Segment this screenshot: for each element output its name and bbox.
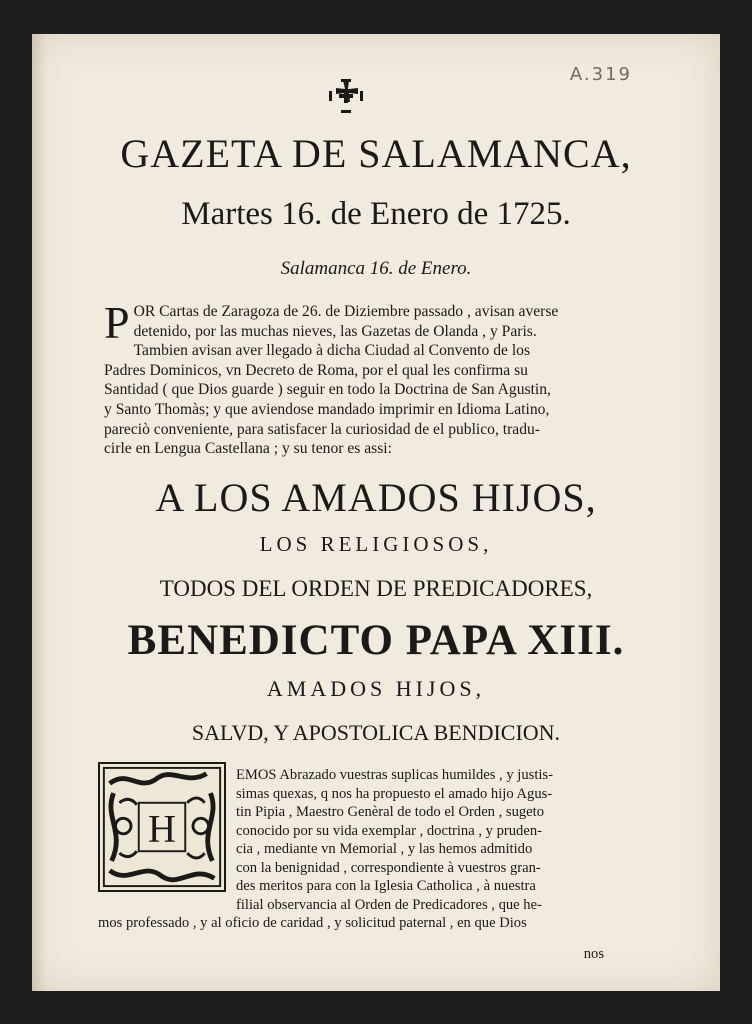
text-line: conocido por su vida exemplar , doctrina , y pruden-: [236, 822, 542, 839]
text-line: pareciò conveniente, para satisfacer la curiosidad de el publico, tradu-: [104, 420, 540, 438]
cross-pattee-icon: [328, 78, 364, 114]
brief-paragraph-tail: [98, 914, 628, 933]
decorated-initial: [98, 762, 226, 892]
catchword: nos: [583, 946, 604, 962]
heading-to-beloved-sons: A LOS AMADOS HIJOS,: [155, 475, 597, 520]
text-line: Santidad ( que Dios guarde ) seguir en todo la Doctrina de San Agustin,: [104, 381, 551, 399]
heading-salutation: SALVD, Y APOSTOLICA BENDICION.: [191, 720, 561, 745]
text-line: y Santo Thomàs; y que aviendose mandado imprimir en Idioma Latino,: [104, 400, 550, 418]
text-line: tin Pipia , Maestro Genèral de todo el Orden , sugeto: [236, 804, 545, 820]
text-line: detenido, por las muchas nieves, las Gazetas de Olanda , y Paris.: [133, 322, 537, 340]
gazette-title: GAZETA DE SALAMANCA,: [120, 131, 632, 176]
dateline: Salamanca 16. de Enero.: [280, 258, 472, 279]
gazette-page: [32, 34, 720, 991]
text-line: con la benignidad , correspondiente à vuestros gran-: [236, 859, 541, 876]
brief-paragraph: [236, 766, 628, 914]
issue-date: Martes 16. de Enero de 1725.: [181, 196, 571, 232]
heading-amados: AMADOS HIJOS,: [266, 676, 486, 701]
text-line: cia , mediante vn Memorial , y las hemos admitido: [236, 841, 533, 857]
news-paragraph: [104, 297, 634, 459]
heading-order: TODOS DEL ORDEN DE PREDICADORES,: [159, 576, 593, 601]
text-line: simas quexas, q nos ha propuesto el amado hijo Agus-: [236, 785, 553, 802]
text-line: des meritos para con la Iglesia Catholica , à nuestra: [236, 878, 536, 894]
text-line: OR Cartas de Zaragoza de 26. de Diziembre passado , avisan averse: [133, 303, 559, 320]
heading-religiosos: LOS RELIGIOSOS,: [259, 532, 493, 556]
text-line: Padres Dominicos, vn Decreto de Roma, por el qual les confirma su: [104, 361, 528, 379]
text-line: mos professado , y al oficio de caridad , y solicitud paternal , en que Dios: [98, 915, 527, 931]
shelfmark: A.319: [569, 64, 632, 85]
text-line: filial observancia al Orden de Predicadores , que he-: [236, 896, 542, 913]
text-line: cirle en Lengua Castellana ; y su tenor es assi:: [104, 440, 392, 458]
drop-initial: P: [104, 297, 130, 348]
initial-letter: H: [148, 807, 176, 851]
text-line: Tambien avisan aver llegado à dicha Ciudad al Convento de los: [133, 342, 531, 360]
heading-pope: BENEDICTO PAPA XIII.: [127, 617, 625, 664]
text-line: EMOS Abrazado vuestras suplicas humildes , y justis-: [236, 767, 553, 783]
